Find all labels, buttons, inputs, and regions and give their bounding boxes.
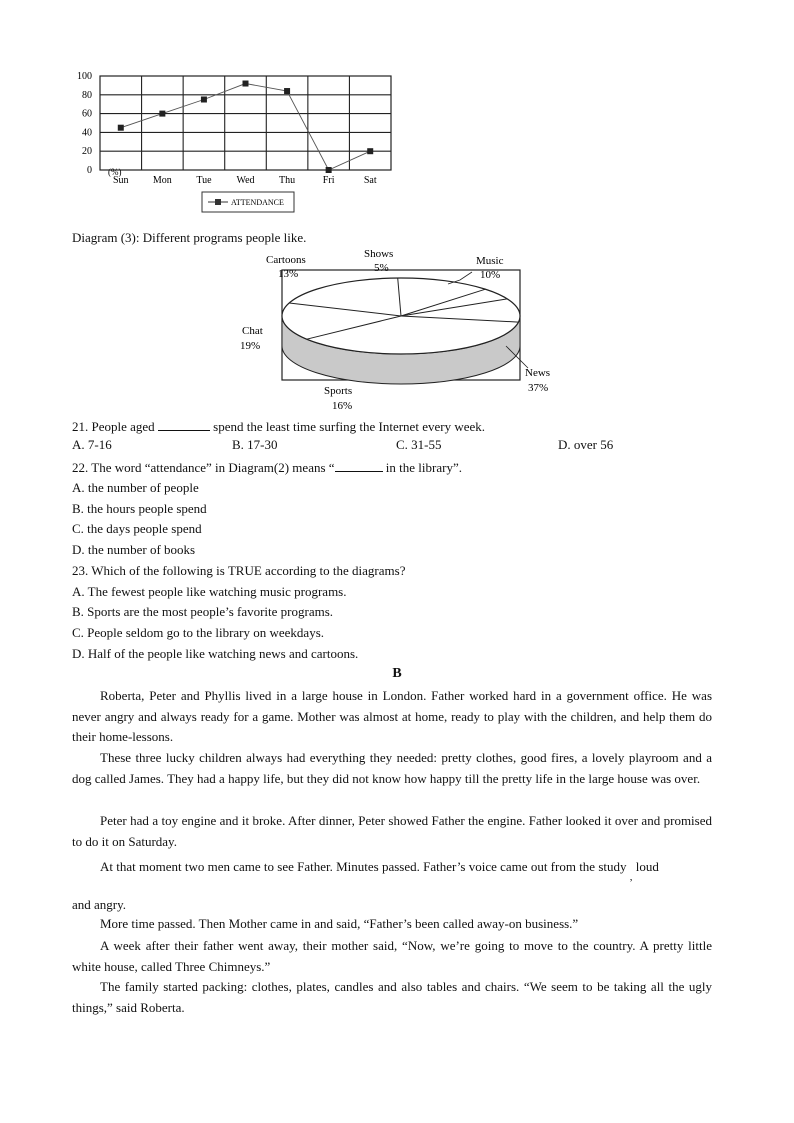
x-tick-label: Fri <box>322 175 335 186</box>
paragraph-4-loud: loud <box>635 859 659 874</box>
pct-sports: 16% <box>332 400 353 412</box>
label-sports: Sports <box>324 385 353 397</box>
q21-option-b[interactable]: B. 17-30 <box>232 437 278 452</box>
data-point-wed <box>243 81 249 87</box>
q22-option-a[interactable]: A. the number of people <box>72 480 199 495</box>
label-chat: Chat <box>242 325 263 337</box>
pct-cartoons: 13% <box>278 268 299 280</box>
x-tick-label: Tue <box>196 175 212 186</box>
y-tick-label: 40 <box>82 127 92 139</box>
x-tick-label: Sat <box>363 175 377 186</box>
q22-option-d[interactable]: D. the number of books <box>72 542 196 557</box>
x-tick-label: Mon <box>152 175 172 186</box>
q23-option-c[interactable]: C. People seldom go to the library on weekdays. <box>72 625 325 640</box>
label-music: Music <box>476 255 504 267</box>
q23-option-a[interactable]: A. The fewest people like watching music programs. <box>72 584 347 599</box>
x-tick-label: Sun <box>113 175 129 186</box>
q22-blank[interactable] <box>335 458 383 472</box>
passage-paragraph-2: These three lucky children always had everything they needed: pretty clothes, good fires, a lovely playroom and a dog called James. They had a happy life, but they did not know how happy till the pretty life in the large house was over. <box>72 750 712 786</box>
y-tick-label: 0 <box>87 165 92 176</box>
y-axis-ticks <box>77 71 92 176</box>
y-tick-label: 60 <box>82 108 92 120</box>
label-cartoons: Cartoons <box>266 254 306 266</box>
attendance-line-chart <box>60 68 405 218</box>
pct-shows: 5% <box>374 262 389 274</box>
q21-option-a[interactable]: A. 7-16 <box>72 437 112 452</box>
plot-frame <box>100 76 391 170</box>
chart-legend <box>202 192 294 212</box>
q22-stem-start: 22. The word “attendance” in Diagram(2) means “ <box>72 460 335 475</box>
x-axis-ticks <box>113 175 377 186</box>
passage-paragraph-4 <box>72 857 712 883</box>
q22-stem-end: in the library”. <box>382 460 462 475</box>
pct-news: 37% <box>528 382 549 394</box>
data-point-fri <box>326 167 332 173</box>
legend-label: ATTENDANCE <box>231 198 284 207</box>
question-23: 23. Which of the following is TRUE according to the diagrams? <box>72 563 406 578</box>
passage-paragraph-5: More time passed. Then Mother came in and said, “Father’s been called away-on business.” <box>100 916 579 931</box>
passage-paragraph-1: Roberta, Peter and Phyllis lived in a large house in London. Father worked hard in a government office. He was never angry and always ready for a game. Mother was almost at home, ready to play with the children, and help them do their home-lessons. <box>72 688 712 745</box>
passage-paragraph-3: Peter had a toy engine and it broke. After dinner, Peter showed Father the engine. Father looked it over and promised to do it on Saturday. <box>72 813 712 849</box>
question-22 <box>72 458 462 477</box>
passage-heading: B <box>392 666 402 681</box>
x-tick-label: Thu <box>279 175 296 186</box>
programs-pie-chart <box>236 246 556 418</box>
q21-blank[interactable] <box>158 417 210 431</box>
passage-paragraph-6: A week after their father went away, their mother said, “Now, we’re going to move to the country. A pretty little white house, called Three Chimneys.” <box>72 938 712 974</box>
data-point-mon <box>159 111 165 117</box>
q22-option-b[interactable]: B. the hours people spend <box>72 501 207 516</box>
pct-chat: 19% <box>240 340 261 352</box>
y-tick-label: 80 <box>82 89 92 101</box>
data-point-sat <box>367 148 373 154</box>
q21-stem-start: 21. People aged <box>72 419 155 434</box>
q21-options <box>72 437 712 455</box>
q23-option-d[interactable]: D. Half of the people like watching news and cartoons. <box>72 646 359 661</box>
passage-paragraph-7: The family started packing: clothes, plates, candles and also tables and chairs. “We seem to be taking all the ugly things,” said Roberta. <box>72 979 712 1015</box>
q21-option-d[interactable]: D. over 56 <box>558 437 614 452</box>
legend-marker <box>215 199 221 205</box>
y-tick-label: 100 <box>77 71 92 82</box>
q23-option-b[interactable]: B. Sports are the most people’s favorite programs. <box>72 604 334 619</box>
diagram-3-caption: Diagram (3): Different programs people like. <box>72 230 307 245</box>
x-tick-label: Wed <box>236 175 255 186</box>
unit-label: (%) <box>108 167 122 177</box>
chart-grid <box>100 76 391 170</box>
data-point-tue <box>201 97 207 103</box>
passage-paragraph-4-end: and angry. <box>72 897 127 912</box>
paragraph-4-text: At that moment two men came to see Father. Minutes passed. Father’s voice came out from the study <box>100 859 627 874</box>
q21-stem-end: spend the least time surfing the Internet every week. <box>213 419 485 434</box>
q22-option-c[interactable]: C. the days people spend <box>72 521 202 536</box>
question-21 <box>72 417 485 436</box>
label-shows: Shows <box>364 248 394 260</box>
data-point-thu <box>284 88 290 94</box>
y-tick-label: 20 <box>82 146 92 158</box>
label-news: News <box>525 367 551 379</box>
data-point-sun <box>118 125 124 131</box>
pct-music: 10% <box>480 269 501 281</box>
stray-comma: , <box>629 871 633 883</box>
q21-option-c[interactable]: C. 31-55 <box>396 437 442 452</box>
